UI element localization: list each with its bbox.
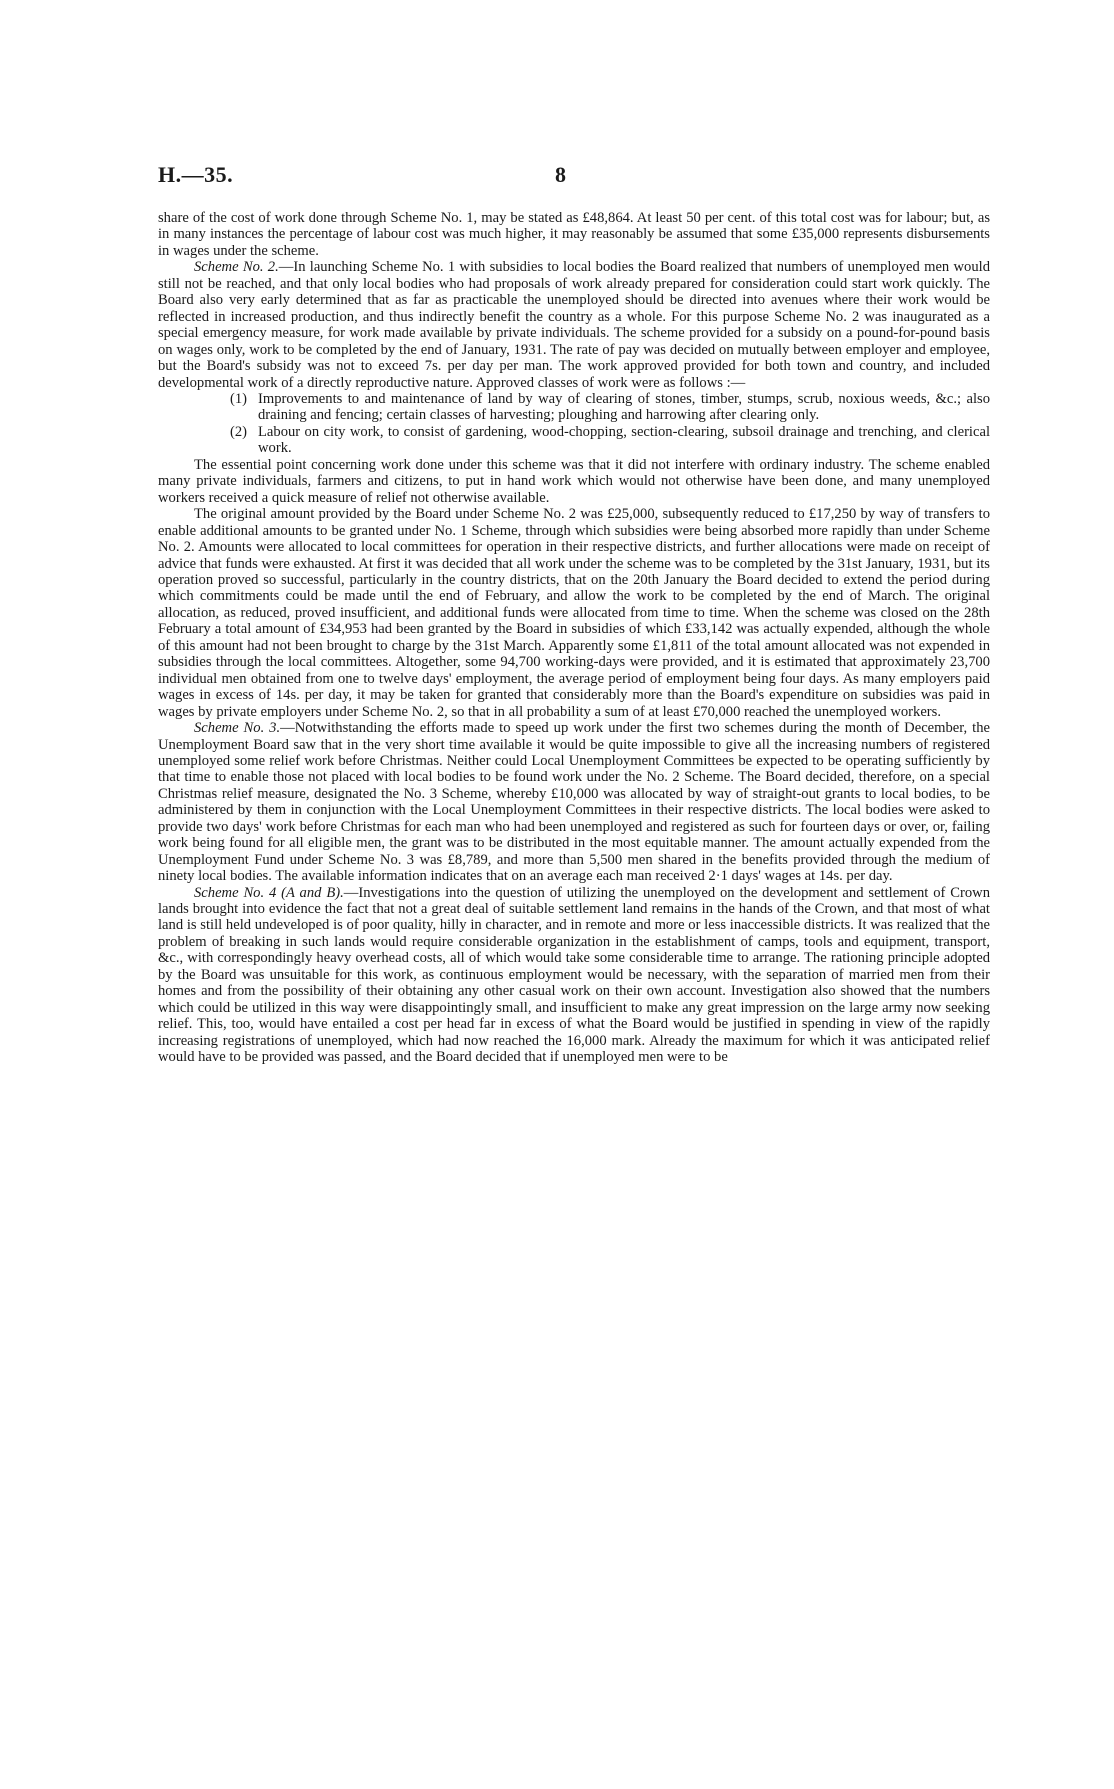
page-number: 8 xyxy=(555,162,566,187)
scheme-3-heading: Scheme No. 3. xyxy=(194,720,281,737)
document-body xyxy=(158,210,990,1066)
list-item xyxy=(230,424,990,457)
scheme-4-heading: Scheme No. 4 (A and B). xyxy=(194,884,344,901)
list-item-text: Improvements to and maintenance of land by way of clearing of stones, timber, stumps, scrub, noxious weeds, &c.; also draining and fencing; certain classes of harvesting; ploughing and harrowing after clearing only. xyxy=(258,390,990,424)
page-header xyxy=(158,162,988,192)
paragraph-scheme-2 xyxy=(158,259,990,391)
document-reference: H.—35. xyxy=(158,162,234,187)
list-item-number: (2) xyxy=(230,423,248,440)
list-item-text: Labour on city work, to consist of gardening, wood-chopping, section-clearing, subsoil drainage and trenching, and clerical work. xyxy=(258,423,990,457)
paragraph-original-amount: The original amount provided by the Board under Scheme No. 2 was £25,000, subsequently reduced to £17,250 by way of transfers to enable additional amounts to be granted under No. 1 Scheme, through which subsidies were being absorbed more rapidly than under Scheme No. 2. Amounts were allocated to local committees for operation in their respective districts, and further allocations were made on receipt of advice that funds were exhausted. At first it was decided that all work under the scheme was to be completed by the 31st January, 1931, but its operation proved so successful, particularly in the country districts, that on the 20th January the Board decided to extend the period during which commitments could be made until the end of February, and allow the work to be completed by the end of March. The original allocation, as reduced, proved insufficient, and additional funds were allocated from time to time. When the scheme was closed on the 28th February a total amount of £34,953 had been granted by the Board in subsidies of which £33,142 was actually expended, although the whole of this amount had not been brought to charge by the 31st March. Apparently some £1,811 of the total amount allocated was not expended in subsidies through the local committees. Altogether, some 94,700 working-days were provided, and it is estimated that approximately 23,700 individual men obtained from one to twelve days' employment, the average period of employment being four days. As many employers paid wages in excess of 14s. per day, it may be taken for granted that considerably more than the Board's expenditure on subsidies was paid in wages by private employers under Scheme No. 2, so that in all probability a sum of at least £70,000 reached the unemployed workers. xyxy=(158,506,990,720)
paragraph-continuation: share of the cost of work done through Scheme No. 1, may be stated as £48,864. At least 50 per cent. of this total cost was for labour; but, as in many instances the percentage of labour cost was much higher, it may reasonably be assumed that some £35,000 represents disbursements in wages under the scheme. xyxy=(158,210,990,259)
scheme-3-text: —Notwithstanding the efforts made to speed up work under the first two schemes during the month of December, the Unemployment Board saw that in the very short time available it would be quite impossible to give all the increasing numbers of registered unemployed some relief work before Christmas. Neither could Local Unemployment Committees be expected to be operating sufficiently by that time to enable those not placed with local bodies to be found work under the No. 2 Scheme. The Board decided, therefore, on a special Christmas relief measure, designated the No. 3 Scheme, whereby £10,000 was allocated by way of straight-out grants to local bodies, to be administered by them in conjunction with the Local Unemployment Committees in their respective districts. The local bodies were asked to provide two days' work before Christmas for each man who had been unemployed and registered as such for fourteen days or over, or, failing work being found for all eligible men, the grant was to be distributed in the most equitable manner. The amount actually expended from the Unemployment Fund under Scheme No. 3 was £8,789, and more than 5,500 men shared in the benefits provided through the medium of ninety local bodies. The available information indicates that on an average each man received 2·1 days' wages at 14s. per day. xyxy=(158,720,990,885)
approved-work-list xyxy=(158,391,990,457)
scheme-2-text: —In launching Scheme No. 1 with subsidies to local bodies the Board realized that numbers of unemployed men would still not be reached, and that only local bodies who had proposals of work already prepared for consideration could start work quickly. The Board also very early determined that as far as practicable the unemployed should be directed into avenues where their work would be reflected in increased production, and thus indirectly benefit the country as a whole. For this purpose Scheme No. 2 was inaugurated as a special emergency measure, for work made available by private individuals. The scheme provided for a subsidy on a pound-for-pound basis on wages only, work to be completed by the end of January, 1931. The rate of pay was decided on mutually between employer and employee, but the Board's subsidy was not to exceed 7s. per day per man. The work approved provided for both town and country, and included developmental work of a directly reproductive nature. Approved classes of work were as follows :— xyxy=(158,259,990,391)
scheme-4-text: —Investigations into the question of utilizing the unemployed on the development and settlement of Crown lands brought into evidence the fact that not a great deal of suitable settlement land remains in the hands of the Crown, and that most of what land is still held undeveloped is of poor quality, hilly in character, and in remote and more or less inaccessible districts. It was realized that the problem of breaking in such lands would require considerable organization in the establishment of camps, tools and equipment, transport, &c., with correspondingly heavy overhead costs, all of which would take some considerable time to arrange. The rationing principle adopted by the Board was unsuitable for this work, as continuous employment would be necessary, with the separation of married men from their homes and from the possibility of their obtaining any other casual work on their own account. Investigation also showed that the numbers which could be utilized in this way were disappointingly small, and insufficient to make any great impression on the large army now seeking relief. This, too, would have entailed a cost per head far in excess of what the Board would be justified in spending in view of the rapidly increasing registrations of unemployed, which had now reached the 16,000 mark. Already the maximum for which it was anticipated relief would have to be provided was passed, and the Board decided that if unemployed men were to be xyxy=(158,884,991,1066)
list-item-number: (1) xyxy=(230,390,248,407)
scheme-2-heading: Scheme No. 2. xyxy=(194,259,279,276)
list-item xyxy=(230,391,990,424)
paragraph-essential-point: The essential point concerning work done under this scheme was that it did not interfere with ordinary industry. The scheme enabled many private individuals, farmers and citizens, to put in hand work which would not otherwise have been done, and many unemployed workers received a quick measure of relief not otherwise available. xyxy=(158,456,990,506)
paragraph-scheme-3 xyxy=(158,720,990,885)
paragraph-scheme-4 xyxy=(158,885,990,1066)
